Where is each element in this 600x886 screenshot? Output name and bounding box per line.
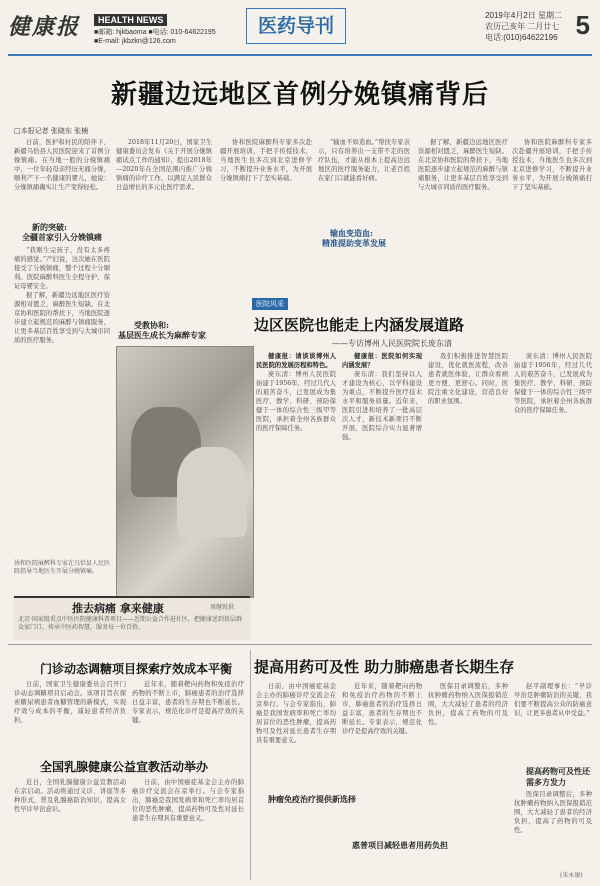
feature-a2: 庞东清：我们坚持以人才建设为核心，以学科建设为重点，不断提升医疗技术水平和服务质量。近年来，医院引进和培养了一批高层次人才，新技术新项目不断开展，医院综合实力显著增强。 [342,371,422,441]
story-col-3 [220,138,312,248]
lower-author: (朱永康) [560,872,583,879]
main-headline: 新疆边远地区首例分娩镇痛背后 [110,80,489,110]
photo-figure-2 [177,447,247,537]
story-p3: 据了解，新疆边远地区医疗资源相对匮乏，麻醉医生短缺。在北京协和医院的帮扶下，当地医院逐步建立起规范的麻醉与镇痛服务，让更多基层百姓享受到与大城市同质的医疗服务。 [14,292,110,344]
story-p6-repeat: 协和医院麻醉科专家多次赴疆开展培训，手把手传授技术，当地医生也多次到北京进修学习，不断提升业务水平，为开展分娩镇痛打下了坚实基础。 [512,139,592,191]
subhead-3b: 精准提助变革发展 [322,238,386,248]
subhead-1b: 全疆首家引入分娩镇痛 [22,232,102,242]
section-title: 医药导刊 [246,8,346,44]
subhead-2b: 基层医生成长为麻醉专家 [118,330,206,340]
brand-en: HEALTH NEWS [94,14,167,26]
story-col-5 [418,138,508,298]
feature-a1: 庞东清：博州人民医院始建于1956年，经过几代人的艰苦奋斗，已发展成为集医疗、教学、科研、预防保健于一体的综合性三级甲等医院，承担着全州各族群众的医疗保障任务。 [256,371,336,432]
page-number: 5 [575,10,590,40]
story-p4: 2018年11月20日，国家卫生健康委员会发布《关于开展分娩镇痛试点工作的通知》，提出2018年—2020年在全国范围内推广分娩镇痛的诊疗工作，以满足人民群众日益增长的多元化医疗需求。 [116,139,212,191]
lower-r2-cont: 医保目录调整后，多种抗肿瘤药物纳入医保报销范围，大大减轻了患者的经济负担，提高了药物的可及性。 [514,791,592,834]
info-line2: ■E-mail: jkbzkn@126.com [94,38,176,45]
lower-col-3 [256,682,336,878]
ad-editor: 周继锐供 [210,604,235,611]
lower-l4-cont: 日前，由中国癌症基金会主办的肺癌诊疗交流会在京举行。与会专家指出，肺癌是我国发病率和死亡率均居首位的恶性肿瘤，提高药物可及性对延长患者生存期具有重要意义。 [132,779,244,822]
feature-q1: 健康报：请谈谈博州人民医院的发展历程和特色。 [256,353,336,369]
header-rule [8,54,592,56]
editor-phone: 电话:(010)64622196 [485,33,558,42]
feature-col-3 [428,352,508,592]
lower-l1: 日前，由中国癌症基金会主办的肺癌诊疗交流会在京举行。与会专家指出，肺癌是我国发病率和死亡率均居首位的恶性肿瘤，提高药物可及性对延长患者生存期具有重要意义。 [256,683,336,744]
lower-col-6b [514,790,592,870]
story-col-1b [14,246,110,596]
lower-sub-b: 提高药物可及性还需多方发力 [526,766,590,787]
feature-title: 边区医院也能走上内涵发展道路 [254,316,465,334]
lower-headline: 提高用药可及性 助力肺癌患者长期生存 [254,658,515,676]
brand-logo: 健康报 [8,14,81,40]
lower-l3: 日前，国家卫生健康委员会召开门诊动态调糖项目启动会。该项目旨在探索糖尿病患者血糖管理的新模式，实现疗效与成本的平衡，减轻患者经济负担。 [14,681,126,724]
photo-caption: 协和医院麻醉科专家在乌恰县人民医院指导当地医生开展分娩镇痛。 [14,560,111,575]
lower-l3-cont: 近年来，随着靶向药物和免疫治疗药物的不断上市，肺癌患者的治疗选择日益丰富，患者的生存期也不断延长。专家表示，规范化诊疗是提高疗效的关键。 [132,681,244,724]
story-p6: “输血不如造血。”帮扶专家表示，只有培养出一支带不走的医疗队伍，才能从根本上提高边远地区的医疗服务能力，让老百姓在家门口就能看好病。 [318,139,410,182]
lower-col-6 [514,682,592,762]
story-photo [116,346,254,598]
feature-col-4 [514,352,592,592]
lower-col-2b [132,778,244,878]
lower-col-1a [14,680,126,750]
subhead-2: 受教协和: [134,320,169,330]
feature-col-2 [342,352,422,592]
story-p1-repeat: 据了解，新疆边远地区医疗资源相对匮乏，麻醉医生短缺。在北京协和医院的帮扶下，当地医院逐步建立起规范的麻醉与镇痛服务，让更多基层百姓享受到与大城市同质的医疗服务。 [418,139,508,191]
lower-headline-3: 全国乳腺健康公益宣教活动举办 [40,760,209,774]
ad-body: 北京·国家级重点中医医院健康科普项目——近期公益合作进社区，把健康送到基层群众家门口，传承中医药智慧，服务每一位百姓。 [18,616,242,631]
feature-subtitle: ——专访博州人民医院院长庞东清 [332,339,452,348]
lower-l4: 近日，全国乳腺健康公益宣教活动在京启动。活动将通过义诊、讲座等多种形式，普及乳腺癌防治知识，提高女性早诊早治意识。 [14,779,126,813]
lower-divider [8,644,592,645]
feature-col-1 [256,352,336,592]
page-header [8,8,592,52]
info-line1: ■邮箱: hjkbaoma ■电话: 010-64622195 [94,29,216,36]
date-block [485,10,562,43]
story-p5: 协和医院麻醉科专家多次赴疆开展培训，手把手传授技术，当地医生也多次到北京进修学习，不断提升业务水平，为开展分娩镇痛打下了坚实基础。 [220,139,312,182]
story-col-4 [318,138,410,238]
byline: □本报记者 张晓东 张楠 [14,127,89,135]
lower-col-5 [428,682,508,878]
lower-divider-v [250,650,251,880]
header-info [94,28,216,46]
issue-date: 2019年4月2日 星期二 [485,11,562,20]
lower-sub-a: 肿瘤免疫治疗提供新选择 [268,794,356,804]
story-p2: “我刚生完孩子，没有太多疼痛的感觉。”产妇说，这次她在医院接受了分娩镇痛，整个过程十分顺利。医院麻醉科医生全程守护，保证母婴安全。 [14,247,110,290]
lower-col-1b [14,778,126,878]
subhead-1: 新的突破: [32,222,67,232]
story-p1: 日前，医护和村民的陪伴下，新疆乌恰县人民医院迎来了首例分娩镇痛。在当地一般的分娩镇痛中，一位年轻母亲经历无痛分娩，顺利产下一名健康的婴儿，她说：分娩镇痛确实让生产变得轻松。 [14,139,110,191]
lower-headline-2: 门诊动态调糖项目探索疗效成本平衡 [40,662,233,676]
lower-col-4 [342,682,422,832]
subhead-3: 输血变造血: [330,228,373,238]
ad-title: 推去病痛 拿来健康 [72,602,164,615]
lower-r1: 赵平副理事长：“早诊早治是肿瘤防治的关键，我们要不断提高公众的防癌意识，让更多患者从中受益。” [514,683,592,717]
lower-r2: 医保目录调整后，多种抗肿瘤药物纳入医保报销范围，大大减轻了患者的经济负担，提高了药物的可及性。 [428,683,508,726]
story-col-2 [116,138,212,313]
feature-a1-cont: 庞东清：博州人民医院始建于1956年，经过几代人的艰苦奋斗，已发展成为集医疗、教学、科研、预防保健于一体的综合性三级甲等医院，承担着全州各族群众的医疗保障任务。 [514,353,592,414]
feature-q2: 健康报：医院如何实现内涵发展？ [342,353,422,369]
lower-l2: 近年来，随着靶向药物和免疫治疗药物的不断上市，肺癌患者的治疗选择日益丰富，患者的生存期也不断延长。专家表示，规范化诊疗是提高疗效的关键。 [342,683,422,735]
lower-sub-c: 惠普项目减轻患者用药负担 [352,840,448,850]
lower-col-2a [132,680,244,750]
story-col-6 [512,138,592,298]
feature-a3: 我们积极推进智慧医院建设，优化就医流程，改善患者就医体验，让群众看病更方便、更舒心。同时，医院注重文化建设，营造良好的职业氛围。 [428,353,508,405]
story-col-1 [14,138,110,220]
feature-tag: 医院风采 [252,298,288,310]
lunar-date: 农历己亥年 二月廿七 [485,22,560,31]
